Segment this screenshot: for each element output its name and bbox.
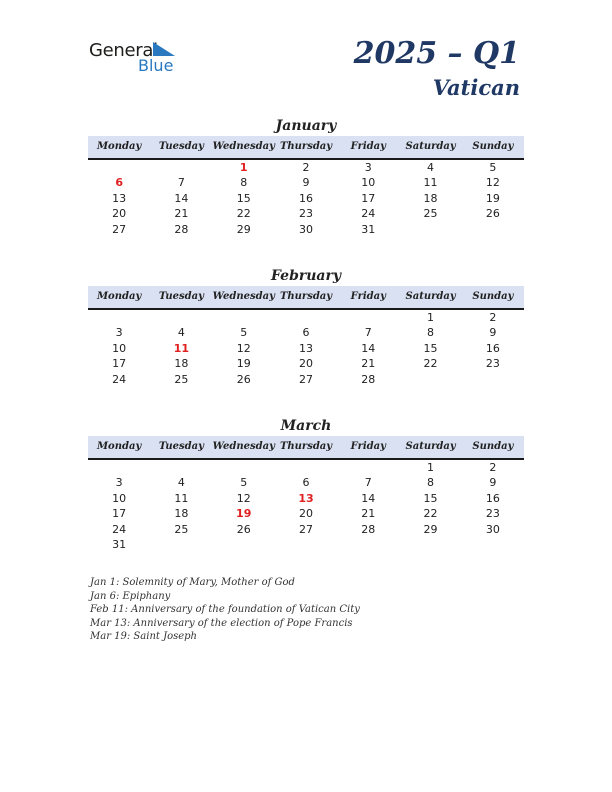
week-row (88, 325, 524, 340)
day-cell: 21 (174, 207, 189, 221)
day-cell: 9 (489, 326, 497, 340)
week-row (88, 372, 524, 387)
week-row (88, 191, 524, 206)
weekday-label: Friday (350, 291, 386, 302)
holiday-note: Mar 13: Anniversary of the election of Pope Francis (90, 617, 353, 629)
day-cell: 18 (423, 191, 438, 205)
day-cell: 27 (112, 222, 127, 236)
day-cell: 3 (115, 326, 123, 340)
day-cell: 15 (236, 191, 251, 205)
day-cell: 30 (298, 222, 313, 236)
day-cell: 26 (485, 207, 500, 221)
day-cell (88, 460, 150, 475)
day-cell: 16 (485, 341, 500, 355)
logo-triangle-icon (153, 42, 175, 56)
weekday-header (88, 436, 524, 460)
day-cell: 19 (485, 191, 500, 205)
day-cell (337, 537, 399, 552)
day-cell: 8 (427, 476, 435, 490)
day-cell (88, 310, 150, 325)
day-cell: 2 (489, 311, 497, 324)
day-cell: 3 (115, 476, 123, 490)
day-cell: 21 (361, 507, 376, 521)
month-weeks (88, 160, 524, 237)
week-row (88, 491, 524, 506)
weekday-label: Tuesday (158, 441, 204, 452)
day-cell: 16 (485, 491, 500, 505)
holiday-note: Jan 1: Solemnity of Mary, Mother of God (90, 577, 295, 588)
day-cell: 5 (240, 326, 248, 340)
day-cell: 10 (112, 341, 127, 355)
month-weeks (88, 310, 524, 387)
week-row (88, 206, 524, 221)
day-cell: 18 (174, 507, 189, 521)
day-cell: 31 (112, 537, 127, 551)
day-cell: 13 (298, 491, 314, 505)
month-weeks (88, 460, 524, 552)
weekday-label: Tuesday (158, 291, 204, 302)
day-cell (88, 160, 150, 175)
day-cell: 12 (236, 341, 251, 355)
week-row (88, 475, 524, 490)
weekday-label: Friday (350, 441, 386, 452)
day-cell: 2 (302, 161, 310, 174)
weekday-label: Thursday (279, 291, 333, 302)
day-cell: 23 (485, 357, 500, 371)
day-cell: 23 (485, 507, 500, 521)
day-cell: 6 (115, 176, 123, 190)
day-cell (399, 222, 461, 237)
week-row (88, 522, 524, 537)
day-cell: 14 (174, 191, 189, 205)
day-cell (150, 310, 212, 325)
day-cell (337, 310, 399, 325)
day-cell (275, 537, 337, 552)
day-cell: 26 (236, 522, 251, 536)
day-cell: 24 (112, 522, 127, 536)
weekday-label: Sunday (472, 141, 514, 152)
day-cell (275, 460, 337, 475)
day-cell: 13 (112, 191, 127, 205)
day-cell: 8 (240, 176, 248, 190)
day-cell: 27 (298, 372, 313, 386)
day-cell: 2 (489, 461, 497, 474)
day-cell: 20 (112, 207, 127, 221)
day-cell: 11 (423, 176, 438, 190)
day-cell: 9 (489, 476, 497, 490)
day-cell: 19 (236, 507, 252, 521)
day-cell (275, 310, 337, 325)
month-march (88, 416, 524, 552)
day-cell (462, 372, 524, 387)
weekday-label: Friday (350, 141, 386, 152)
weekday-label: Thursday (279, 441, 333, 452)
holiday-note: Mar 19: Saint Joseph (90, 631, 198, 643)
day-cell: 22 (236, 207, 251, 221)
day-cell: 12 (236, 491, 251, 505)
day-cell (213, 460, 275, 475)
day-cell: 11 (173, 341, 190, 355)
day-cell: 25 (174, 372, 189, 386)
day-cell: 13 (298, 341, 313, 355)
weekday-label: Sunday (472, 441, 514, 452)
day-cell: 6 (302, 326, 310, 340)
logo-text-general: General (89, 40, 158, 61)
month-january (88, 116, 524, 237)
month-title: January (275, 118, 337, 134)
day-cell (213, 537, 275, 552)
weekday-label: Wednesday (212, 141, 275, 152)
day-cell (150, 460, 212, 475)
day-cell: 10 (361, 176, 376, 190)
day-cell: 14 (361, 491, 376, 505)
day-cell: 25 (174, 522, 189, 536)
day-cell: 20 (298, 507, 313, 521)
day-cell: 19 (236, 357, 251, 371)
day-cell: 31 (361, 222, 376, 236)
day-cell (337, 460, 399, 475)
weekday-label: Monday (96, 291, 142, 302)
day-cell: 1 (427, 461, 435, 474)
day-cell: 15 (423, 341, 438, 355)
week-row (88, 460, 524, 475)
day-cell (150, 537, 212, 552)
day-cell: 8 (427, 326, 435, 340)
weekday-header (88, 136, 524, 160)
page-title: 2025 – Q1 (353, 36, 520, 71)
day-cell: 5 (489, 161, 497, 174)
day-cell: 30 (485, 522, 500, 536)
week-row (88, 175, 524, 190)
day-cell: 24 (361, 207, 376, 221)
generalblue-logo (89, 40, 189, 80)
weekday-label: Wednesday (212, 291, 275, 302)
day-cell: 22 (423, 357, 438, 371)
weekday-label: Monday (96, 141, 142, 152)
weekday-label: Thursday (279, 141, 333, 152)
day-cell: 22 (423, 507, 438, 521)
day-cell: 28 (361, 522, 376, 536)
day-cell: 24 (112, 372, 127, 386)
day-cell: 10 (112, 491, 127, 505)
day-cell: 17 (112, 357, 127, 371)
day-cell: 29 (423, 522, 438, 536)
month-title: March (280, 418, 332, 434)
day-cell: 1 (239, 161, 248, 174)
week-row (88, 222, 524, 237)
day-cell: 20 (298, 357, 313, 371)
weekday-label: Saturday (405, 291, 456, 302)
day-cell: 12 (485, 176, 500, 190)
month-title: February (270, 268, 341, 284)
day-cell: 3 (364, 161, 372, 174)
logo-text-blue: Blue (138, 56, 174, 75)
day-cell: 1 (427, 311, 435, 324)
day-cell: 5 (240, 476, 248, 490)
weekday-label: Wednesday (212, 441, 275, 452)
day-cell: 23 (298, 207, 313, 221)
day-cell: 17 (361, 191, 376, 205)
day-cell (150, 160, 212, 175)
holiday-note: Feb 11: Anniversary of the foundation of Vatican City (90, 604, 360, 616)
day-cell (213, 310, 275, 325)
day-cell: 4 (177, 476, 185, 490)
day-cell (462, 222, 524, 237)
day-cell: 29 (236, 222, 251, 236)
day-cell: 7 (364, 326, 372, 340)
month-february (88, 266, 524, 387)
day-cell (399, 537, 461, 552)
weekday-label: Saturday (405, 441, 456, 452)
day-cell: 9 (302, 176, 310, 190)
day-cell: 4 (177, 326, 185, 340)
day-cell (399, 372, 461, 387)
day-cell: 28 (174, 222, 189, 236)
day-cell: 7 (177, 176, 185, 190)
day-cell: 14 (361, 341, 376, 355)
day-cell: 17 (112, 507, 127, 521)
day-cell: 15 (423, 491, 438, 505)
weekday-label: Tuesday (158, 141, 204, 152)
holiday-note: Jan 6: Epiphany (90, 590, 171, 602)
weekday-label: Monday (96, 441, 142, 452)
page-subtitle: Vatican (432, 75, 520, 100)
day-cell: 6 (302, 476, 310, 490)
week-row (88, 341, 524, 356)
day-cell (462, 537, 524, 552)
holiday-notes (90, 576, 360, 644)
weekday-label: Saturday (405, 141, 456, 152)
day-cell: 7 (364, 476, 372, 490)
day-cell: 28 (361, 372, 376, 386)
day-cell: 27 (298, 522, 313, 536)
day-cell: 26 (236, 372, 251, 386)
day-cell: 11 (174, 491, 189, 505)
day-cell: 18 (174, 357, 189, 371)
weekday-label: Sunday (472, 291, 514, 302)
week-row (88, 537, 524, 552)
day-cell: 21 (361, 357, 376, 371)
weekday-header (88, 286, 524, 310)
day-cell: 25 (423, 207, 438, 221)
week-row (88, 160, 524, 175)
week-row (88, 310, 524, 325)
day-cell: 16 (298, 191, 313, 205)
week-row (88, 506, 524, 521)
day-cell: 4 (427, 161, 435, 174)
week-row (88, 356, 524, 371)
